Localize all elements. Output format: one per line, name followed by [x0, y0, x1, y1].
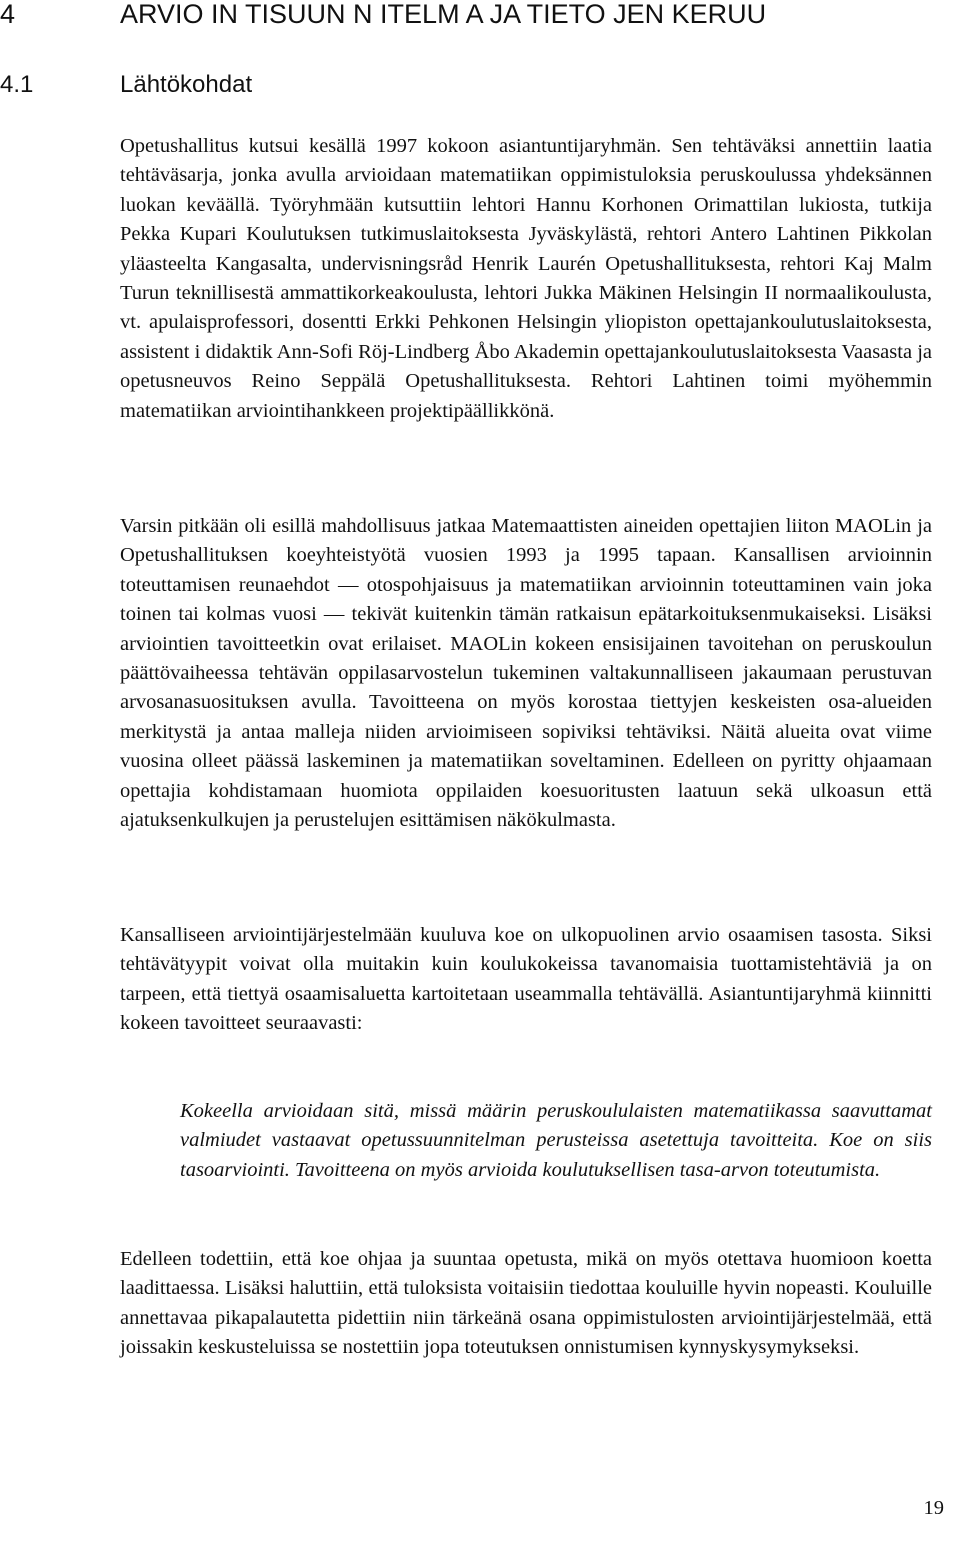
- section-title: Lähtökohdat: [120, 71, 253, 98]
- paragraph-1: Opetushallitus kutsui kesällä 1997 kokoon asiantuntijaryhmän. Sen tehtäväksi annettiin laatia tehtäväsarja, jonka avulla arvioidaan matematiikan oppimistuloksia peruskoulussa yhdeksännen luokan keväällä. Työryhmään kutsuttiin lehtori Hannu Korhonen Orimattilan lukiosta, tutkija Pekka Kupari Koulutuksen tutkimuslaitoksesta Jyväskylästä, rehtori Antero Lahtinen Pikkolan yläasteelta Kangasalta, undervisningsråd Henrik Laurén Opetushallituksesta, rehtori Kaj Malm Turun teknillisestä ammattikorkeakoulusta, lehtori Jukka Mäkinen Helsingin II normaalikoulusta, vt. apulaisprofessori, dosentti Erkki Pehkonen Helsingin yliopiston opettajankoulutuslaitoksesta, assistent i didaktik Ann-Sofi Röj-Lindberg Åbo Akademin opettajankoulutuslaitoksesta Vaasasta ja opetusneuvos Reino Seppälä Opetushallituksesta. Rehtori Lahtinen toimi myöhemmin matematiikan arviointihankkeen projektipäällikkönä.: [120, 135, 932, 422]
- chapter-number: 4: [0, 0, 16, 29]
- section-number: 4.1: [0, 71, 34, 98]
- block-quote: Kokeella arvioidaan sitä, missä määrin peruskoululaisten matematiikassa saavuttamat valmiudet vastaavat opetussuunnitelman perusteissa asetettuja tavoitteita. Koe on siis tasoarviointi. Tavoitteena on myös arvioida koulutuksellisen tasa-arvon toteutumista.: [180, 1100, 932, 1181]
- paragraph-2: Varsin pitkään oli esillä mahdollisuus jatkaa Matemaattisten aineiden opettajien liiton MAOLin ja Opetushallituksen koeyhteistyötä vuosien 1993 ja 1995 tapaan. Kansallisen arvioinnin toteuttamisen reunaehdot — otospohjaisuus ja matematiikan arvioinnin toteuttaminen vain joka toinen tai kolmas vuosi — tekivät kuitenkin tämän ratkaisun epätarkoituksenmukaiseksi. Lisäksi arviointien tavoitteetkin ovat erilaiset. MAOLin kokeen ensisijainen tavoitehan on peruskoulun päättövaiheessa tehtävän oppilasarvostelun tukeminen valtakunnalliseen jakaumaan perustuvan arvosanasuosituksen avulla. Tavoitteena on myös korostaa tiettyjen keskeisten osa-alueiden merkitystä ja antaa malleja niiden arvioimiseen sopiviksi tehtäviksi. Näitä alueita ovat viime vuosina olleet päässä laskeminen ja matematiikan soveltaminen. Edelleen on pyritty ohjaamaan opettajia kohdistamaan huomiota oppilaiden koesuoritusten laatuun sekä ulkoasun että ajatuksenkulkujen ja perustelujen esittämisen näkökulmasta.: [120, 515, 932, 832]
- paragraph-3: Kansalliseen arviointijärjestelmään kuuluva koe on ulkopuolinen arvio osaamisen tasosta. Siksi tehtävätyypit voivat olla muitakin kuin koulukokeissa tavanomaisia tuottamistehtäviä ja on tarpeen, että tiettyä osaamisaluetta kartoitetaan useammalla tehtävällä. Asiantuntijaryhmä kiinnitti kokeen tavoitteet seuraavasti:: [120, 924, 932, 1035]
- page-number: 19: [923, 1497, 944, 1519]
- paragraph-4: Edelleen todettiin, että koe ohjaa ja suuntaa opetusta, mikä on myös otettava huomioon koetta laadittaessa. Lisäksi haluttiin, että tuloksista voitaisiin tiedottaa kouluille hyvin nopeasti. Kouluille annettavaa pikapalautetta pidettiin niin tärkeänä osana oppimistulosten arviointijärjestelmää, että joissakin keskusteluissa se nostettiin jopa toteutuksen onnistumisen kynnyskysymykseksi.: [120, 1248, 932, 1359]
- chapter-title: ARVIO IN TISUUN N ITELM A JA TIETO JEN KERUU: [120, 0, 767, 29]
